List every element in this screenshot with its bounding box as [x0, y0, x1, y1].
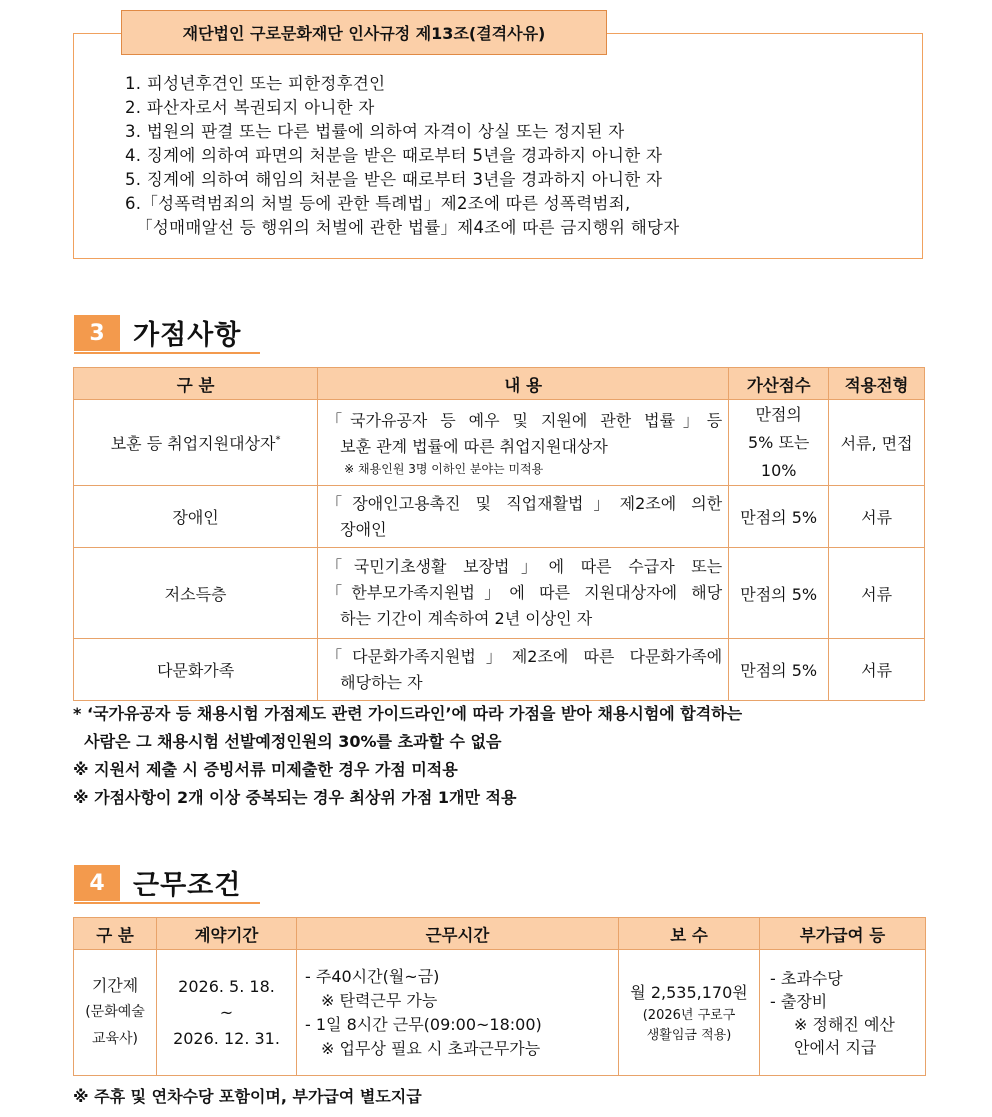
- note-line: 사람은 그 채용시험 선발예정인원의 30%를 초과할 수 없음: [73, 732, 502, 751]
- header-extra: 부가급여 등: [760, 918, 926, 950]
- header-category: 구 분: [74, 368, 318, 400]
- stage-cell: 서류, 면접: [829, 400, 925, 486]
- section3-title: 가점사항: [133, 320, 242, 351]
- content-cell: 「국민기초생활 보장법」에 따른 수급자 또는 「한부모가족지원법」에 따른 지원대상자에 해당 하는 기간이 계속하여 2년 이상인 자: [318, 548, 729, 639]
- table-header-row: [74, 368, 925, 400]
- note-line: * ‘국가유공자 등 채용시험 가점제도 관련 가이드라인’에 따라 가점을 받아 채용시험에 합격하는: [73, 704, 743, 723]
- category-cell: 보훈 등 취업지원대상자*: [74, 400, 318, 486]
- list-item: 3. 법원의 판결 또는 다른 법률에 의하여 자격이 상실 또는 정지된 자: [125, 122, 625, 141]
- type-cell: 기간제 (문화예술 교육사): [74, 950, 157, 1076]
- pay-cell: 월 2,535,170원 (2026년 구로구 생활임금 적용): [619, 950, 760, 1076]
- header-content: 내 용: [318, 368, 729, 400]
- section4-underline: [74, 902, 260, 904]
- section3-underline: [74, 352, 260, 354]
- stage-cell: 서류: [829, 639, 925, 701]
- table-row: [74, 950, 926, 1076]
- points-cell: 만점의 5%: [729, 486, 829, 548]
- table-row: [74, 548, 925, 639]
- points-cell: 만점의 5%: [729, 639, 829, 701]
- extra-cell: - 초과수당 - 출장비 ※ 정해진 예산 안에서 지급: [760, 950, 926, 1076]
- list-item: 6.「성폭력범죄의 처벌 등에 관한 특례법」제2조에 따른 성폭력범죄,: [125, 194, 631, 213]
- header-hours: 근무시간: [297, 918, 619, 950]
- table-row: [74, 486, 925, 548]
- header-pay: 보 수: [619, 918, 760, 950]
- table-row: [74, 639, 925, 701]
- disqualification-title: 재단법인 구로문화재단 인사규정 제13조(결격사유): [121, 10, 607, 55]
- section4-number: 4: [74, 865, 120, 901]
- list-item: 4. 징계에 의하여 파면의 처분을 받은 때로부터 5년을 경과하지 아니한 자: [125, 146, 663, 165]
- work-conditions-note: ※ 주휴 및 연차수당 포함이며, 부가급여 별도지급: [73, 1087, 422, 1106]
- list-item: 5. 징계에 의하여 해임의 처분을 받은 때로부터 3년을 경과하지 아니한 자: [125, 170, 663, 189]
- section4-title: 근무조건: [133, 870, 242, 901]
- work-conditions-table: [73, 917, 926, 1076]
- stage-cell: 서류: [829, 486, 925, 548]
- header-points: 가산점수: [729, 368, 829, 400]
- category-cell: 장애인: [74, 486, 318, 548]
- bonus-table: [73, 367, 925, 701]
- section3-number: 3: [74, 315, 120, 351]
- footnote-mark: *: [275, 434, 281, 446]
- list-item: 「성매매알선 등 행위의 처벌에 관한 법률」제4조에 따른 금지행위 해당자: [125, 218, 680, 237]
- points-cell: 만점의 5%: [729, 548, 829, 639]
- header-stage: 적용전형: [829, 368, 925, 400]
- period-cell: 2026. 5. 18. ~ 2026. 12. 31.: [157, 950, 297, 1076]
- table-row: [74, 400, 925, 486]
- content-cell: 「국가유공자 등 예우 및 지원에 관한 법률」등 보훈 관계 법률에 따른 취업지원대상자 ※ 채용인원 3명 이하인 분야는 미적용: [318, 400, 729, 486]
- list-item: 2. 파산자로서 복권되지 아니한 자: [125, 98, 375, 117]
- points-cell: 만점의 5% 또는 10%: [729, 400, 829, 486]
- table-header-row: [74, 918, 926, 950]
- list-item: 1. 피성년후견인 또는 피한정후견인: [125, 74, 386, 93]
- bonus-notes: [73, 700, 742, 812]
- hours-cell: - 주40시간(월~금) ※ 탄력근무 가능 - 1일 8시간 근무(09:00~18:00) ※ 업무상 필요 시 초과근무가능: [297, 950, 619, 1076]
- note-line: ※ 가점사항이 2개 이상 중복되는 경우 최상위 가점 1개만 적용: [73, 788, 517, 807]
- note-line: ※ 지원서 제출 시 증빙서류 미제출한 경우 가점 미적용: [73, 760, 458, 779]
- content-cell: 「다문화가족지원법」제2조에 따른 다문화가족에 해당하는 자: [318, 639, 729, 701]
- category-cell: 저소득층: [74, 548, 318, 639]
- category-cell: 다문화가족: [74, 639, 318, 701]
- stage-cell: 서류: [829, 548, 925, 639]
- header-type: 구 분: [74, 918, 157, 950]
- content-cell: 「장애인고용촉진 및 직업재활법」제2조에 의한 장애인: [318, 486, 729, 548]
- disqualification-list: [125, 72, 680, 240]
- header-period: 계약기간: [157, 918, 297, 950]
